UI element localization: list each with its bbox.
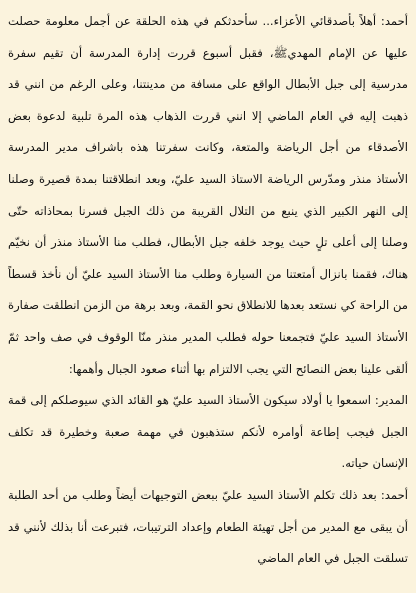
paragraph-ahmad-intro: أحمد: أهلاً بأصدقائي الأعزاء... سأحدثكم في هذه الحلقة عن أجمل معلومة حصلت عليها عن الإمام المهديﷺ، فقبل أسبوع قررت إدارة المدرسة أن تقيم سفرة مدرسية إلى جبل الأبطال الواقع على مسافة من مدينتنا، وعلى الرغم من انني قد ذهبت إليه في العام الماضي إلا انني قررت الذهاب هذه المرة تلبية لدعوة بعض الأصدقاء من أجل الرياضة والمتعة، وكانت سفرتنا هذه باشراف مدير المدرسة الأستاذ منذر ومدّرس الرياضة الاستاذ السيد عليّ، وبعد انطلاقتنا بمدة قصيرة وصلنا إلى النهر الكبير الذي ينبع من التلال القريبة من ذلك الجبل فسرنا بمحاذاته حتّى وصلنا إلى أعلى تلٍ حيث يوجد خلفه جبل الأبطال، فطلب منا الأستاذ منذر أن نخيّم هناك، فقمنا بانزال أمتعتنا من السيارة وطلب منا الأستاذ السيد عليّ أن نأخذ قسطاً من الراحة كي نستعد بعدها للانطلاق نحو القمة، وبعد برهة من الزمن انطلقت صفارة الأستاذ السيد عليّ فتجمعنا حوله فطلب المدير منذر منّا الوقوف في صف واحد ثمّ ألقى علينا بعض النصائح التي يجب الالتزام بها أثناء صعود الجبال وأهمها:	[8, 14, 408, 376]
paragraph-principal-speech: المدير: اسمعوا يا أولاد سيكون الأستاذ السيد عليّ هو القائد الذي سيوصلكم إلى قمة الجبل فيجب إطاعة أوامره لأنكم ستذهبون في مهمة صعبة وخطيرة قد تكلف الإنسان حياته.	[8, 393, 408, 471]
paragraph-ahmad-continue: أحمد: بعد ذلك تكلم الأستاذ السيد عليّ ببعض التوجيهات أيضاً وطلب من أحد الطلبة أن يبقى مع المدير من أجل تهيئة الطعام وإعداد الترتيبات، فتبرعت أنا بذلك لأنني قد تسلقت الجبل في العام الماضي	[8, 487, 408, 566]
